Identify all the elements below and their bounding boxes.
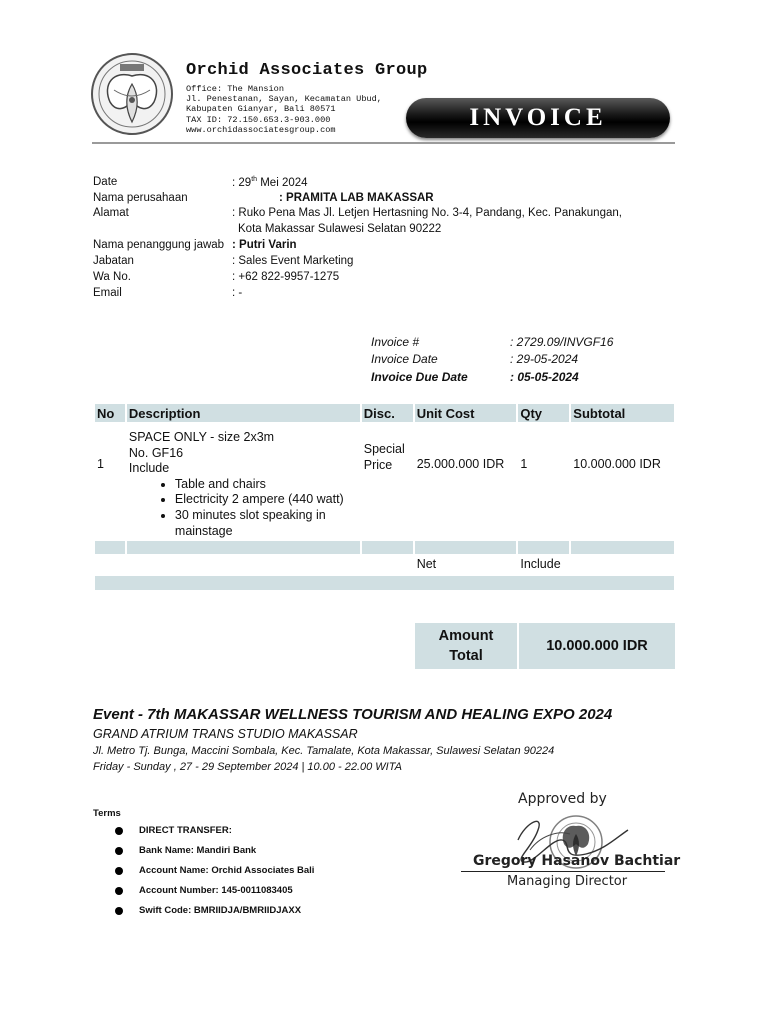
row-qty: 1 xyxy=(520,457,528,471)
company-value: : PRAMITA LAB MAKASSAR xyxy=(279,192,434,204)
signer-title: Managing Director xyxy=(507,874,628,889)
term-item: Account Number: 145-0011083405 xyxy=(139,885,293,896)
tax-id: TAX ID: 72.150.653.3-903.000 xyxy=(186,114,331,125)
signer-name: Gregory Hasanov Bachtiar xyxy=(473,853,681,869)
address-label: Alamat xyxy=(93,207,129,219)
amount-total-label xyxy=(415,623,517,669)
term-item: DIRECT TRANSFER: xyxy=(139,825,232,836)
include-list xyxy=(129,477,358,539)
list-item: • Table and chairs xyxy=(175,477,358,493)
bullet-icon xyxy=(115,847,123,855)
invoice-due-value: : 05-05-2024 xyxy=(510,370,579,384)
wa-label: Wa No. xyxy=(93,271,131,283)
date-label: Date xyxy=(93,176,118,188)
date-value: : 29th Mei 2024 xyxy=(232,176,308,189)
invoice-date-label: Invoice Date xyxy=(371,352,438,366)
pic-label: Nama penanggung jawab xyxy=(93,239,225,251)
invoice-due-label: Invoice Due Date xyxy=(371,370,468,384)
disc-line: Price xyxy=(363,458,393,472)
event-venue: GRAND ATRIUM TRANS STUDIO MAKASSAR xyxy=(93,727,358,741)
company-name: Orchid Associates Group xyxy=(186,61,428,80)
email-label: Email xyxy=(93,287,122,299)
address-value-line1: : Ruko Pena Mas Jl. Letjen Hertasning No. 3-4, Pandang, Kec. Panakungan, xyxy=(232,207,622,219)
wa-value: : +62 822-9957-1275 xyxy=(232,271,340,283)
description-line: SPACE ONLY - size 2x3m xyxy=(128,430,275,444)
row-description xyxy=(127,428,360,541)
column-header-qty: Qty xyxy=(518,404,569,422)
invoice-number-label: Invoice # xyxy=(371,335,420,349)
office-address-line: Kabupaten Gianyar, Bali 80571 xyxy=(186,104,336,115)
description-line: Include xyxy=(128,461,170,476)
list-item: • Electricity 2 ampere (440 watt) xyxy=(175,492,358,508)
position-value: : Sales Event Marketing xyxy=(232,255,354,267)
row-subtotal: 10.000.000 IDR xyxy=(573,457,661,471)
list-item: • 30 minutes slot speaking in mainstage xyxy=(175,508,358,539)
term-item: Swift Code: BMRIIDJA/BMRIIDJAXX xyxy=(139,905,302,916)
office-address-line: Jl. Penestanan, Sayan, Kecamatan Ubud, xyxy=(186,94,382,105)
column-header-subtotal: Subtotal xyxy=(571,404,674,422)
row-unit-cost: 25.000.000 IDR xyxy=(416,457,505,471)
company-info xyxy=(186,84,382,135)
amount-total-box xyxy=(415,623,675,669)
term-item: Account Name: Orchid Associates Bali xyxy=(139,865,315,876)
description-line: No. GF16 xyxy=(128,445,184,460)
column-header-no: No xyxy=(95,404,125,422)
invoice-date-value: : 29-05-2024 xyxy=(510,352,579,366)
invoice-banner-text: INVOICE xyxy=(469,104,607,131)
header-divider xyxy=(92,142,675,144)
column-header-description: Description xyxy=(127,404,360,422)
position-label: Jabatan xyxy=(93,255,134,267)
term-item: Bank Name: Mandiri Bank xyxy=(139,845,257,856)
bullet-icon xyxy=(115,907,123,915)
email-value: : - xyxy=(232,287,243,299)
bullet-icon xyxy=(115,867,123,875)
signature-line xyxy=(461,871,665,872)
disc-line: Special xyxy=(363,442,405,456)
company-logo xyxy=(84,50,180,138)
event-title: Event - 7th MAKASSAR WELLNESS TOURISM AND HEALING EXPO 2024 xyxy=(93,706,613,723)
table-band-row xyxy=(95,541,674,554)
amount-label-line: Total xyxy=(449,648,483,664)
row-disc xyxy=(362,428,413,541)
row-no: 1 xyxy=(97,457,104,471)
net-label: Net xyxy=(416,557,437,572)
column-header-disc: Disc. xyxy=(362,404,413,422)
event-address: Jl. Metro Tj. Bunga, Maccini Sombala, Kec. Tamalate, Kota Makassar, Sulawesi Selatan 90224 xyxy=(93,745,555,757)
website-link[interactable]: www.orchidassociatesgroup.com xyxy=(186,124,336,135)
invoice-number-value: : 2729.09/INVGF16 xyxy=(510,335,614,349)
invoice-banner xyxy=(406,98,670,138)
office-line: Office: The Mansion xyxy=(186,84,284,94)
amount-label-line: Amount xyxy=(438,628,494,644)
address-value-line2: Kota Makassar Sulawesi Selatan 90222 xyxy=(238,223,442,235)
bullet-icon xyxy=(115,887,123,895)
net-value: Include xyxy=(520,557,561,572)
net-row xyxy=(95,554,674,576)
approved-by-label: Approved by xyxy=(518,791,607,807)
event-schedule: Friday - Sunday , 27 - 29 September 2024 | 10.00 - 22.00 WITA xyxy=(93,761,402,773)
column-header-unit-cost: Unit Cost xyxy=(415,404,517,422)
table-header-row xyxy=(95,404,674,422)
items-table xyxy=(93,404,676,590)
bullet-icon xyxy=(115,827,123,835)
table-row xyxy=(95,428,674,541)
pic-value: : Putri Varin xyxy=(232,239,297,251)
table-footer-band xyxy=(95,576,674,590)
company-label: Nama perusahaan xyxy=(93,192,188,204)
amount-total-value: 10.000.000 IDR xyxy=(519,623,675,669)
terms-title: Terms xyxy=(93,808,121,819)
